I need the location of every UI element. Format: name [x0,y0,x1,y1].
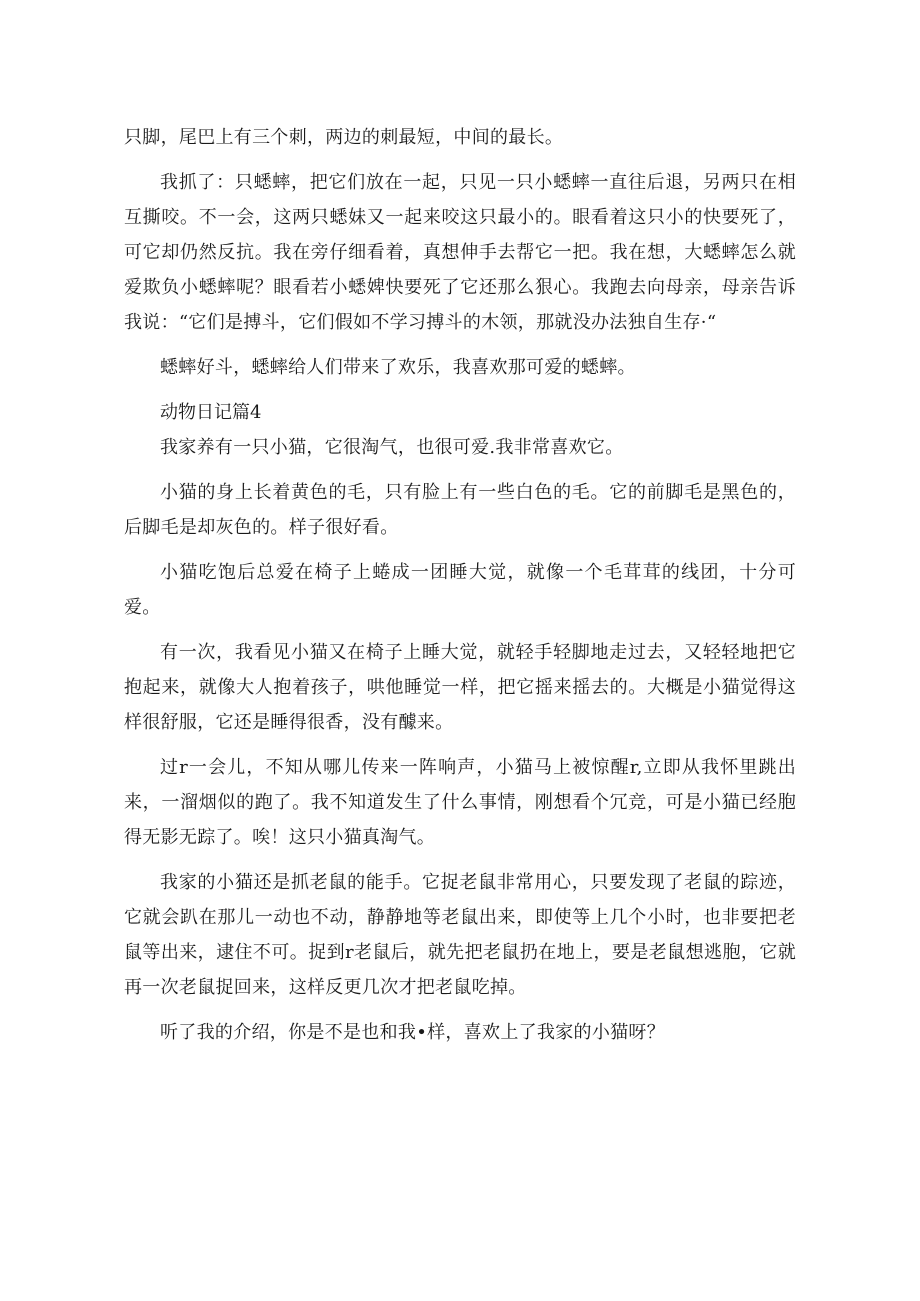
paragraph-cricket-fight: 我抓了：只蟋蟀，把它们放在一起，只见一只小蟋蟀一直往后退，另两只在相互撕咬。不一会，这两只蟋妹又一起来咬这只最小的。眼看着这只小的快要死了，可它却仍然反抗。我在旁仔细看着，真想伸手去帮它一把。我在想，大蟋蟀怎么就爱欺负小蟋蟀呢？眼看若小蟋婢快要死了它还那么狠心。我跑去向母亲，母亲告诉我说：“它们是搏斗，它们假如不学习搏斗的木领，那就没办法独自生存·“ [124,172,796,333]
paragraph-cat-startled: 过r一会儿，不知从哪儿传来一阵响声，小猫马上被惊醒r,立即从我怀里跳出来，一溜烟似的跑了。我不知道发生了什么事情，刚想看个冗竞，可是小猫已经胞得无影无踪了。唉！这只小猫真淘气。 [124,757,796,848]
paragraph-cat-mouse: 我家的小猫还是抓老鼠的能手。它捉老鼠非常用心，只要发现了老鼠的踪迹，它就会趴在那儿一动也不动，静静地等老鼠出来，即使等上几个小时，也非要把老鼠等出来，逮住不可。捉到r老鼠后，就先把老鼠扔在地上，要是老鼠想逃胞，它就再一次老鼠捉回来，这样反更几次才把老鼠吃掉。 [124,872,796,998]
paragraph-cat-fur: 小猫的身上长着黄色的毛，只有脸上有一些白色的毛。它的前脚毛是黑色的，后脚毛是却灰色的。样子很好看。 [124,482,796,538]
document-body [124,120,796,1050]
paragraph-cricket-conclusion: 蟋蟀好斗，蟋蟀给人们带来了欢乐，我喜欢那可爱的蟋蟀。 [160,357,636,378]
paragraph-cat-hold: 有一次，我看见小猫又在椅子上睡大觉，就轻手轻脚地走过去，又轻轻地把它抱起来，就像大人抱着孩子，哄他睡觉一样，把它摇来摇去的。大概是小猫觉得这样很舒服，它还是睡得很香，没有醵来。 [124,642,796,733]
paragraph-cat-sleep: 小猫吃饱后总爱在椅子上蜷成一团睡大觉，就像一个毛茸茸的线团，十分可爱。 [124,562,796,618]
paragraph-continued: 只脚，尾巴上有三个刺，两边的刺最短，中间的最长。 [124,127,564,148]
section-title: 动物日记篇4 [160,402,262,423]
paragraph-cat-closing: 听了我的介绍，你是不是也和我•样，喜欢上了我家的小猫呀？ [160,1022,666,1043]
paragraph-cat-intro: 我家养有一只小猫，它很淘气，也很可爱.我非常喜欢它。 [160,437,624,458]
